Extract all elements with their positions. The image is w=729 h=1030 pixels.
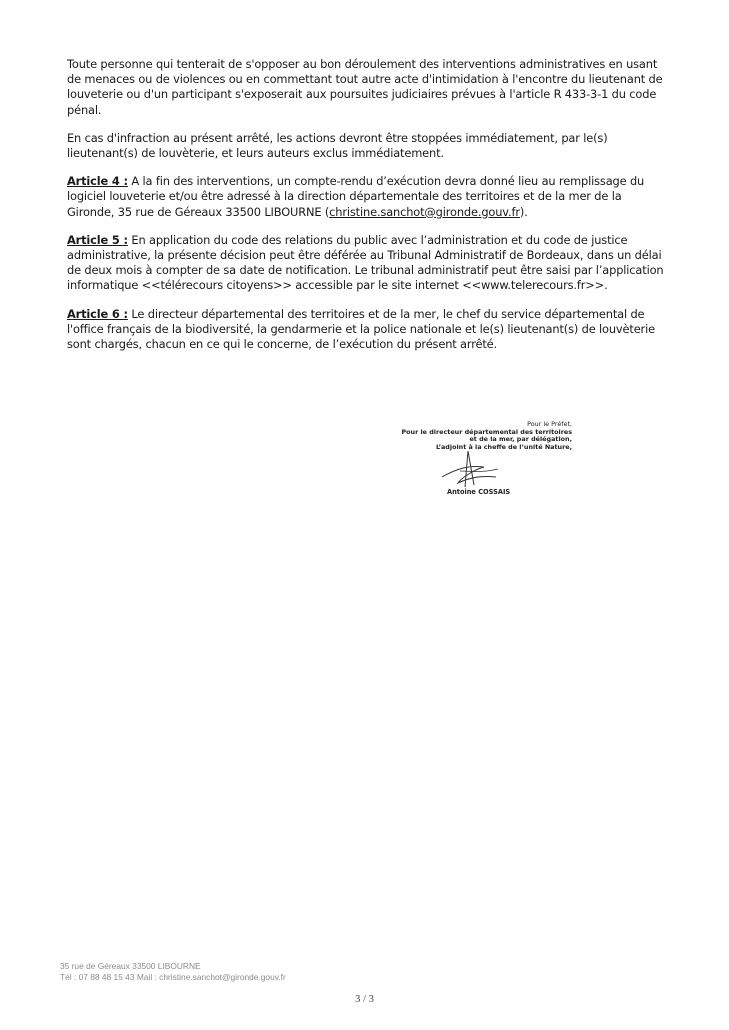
- article-5: [67, 233, 667, 294]
- article-5-label: Article 5 :: [67, 232, 128, 247]
- article-5-text: En application du code des relations du public avec l’administration et du code de justice administrative, la présente décision peut être déférée au Tribunal Administratif de Bordeaux, dans un délai de deux mois à compter de sa date de notification. Le tribunal administratif peut être saisi par l’application informatique <<télérecours citoyens>> accessible par le site internet <<www.telerecours.fr>>.: [67, 232, 664, 293]
- signature-line-prefet: Pour le Préfet,: [527, 420, 572, 428]
- article-4-text: A la fin des interventions, un compte-rendu d’exécution devra donné lieu au remplissage du logiciel louveterie et/ou être adressé à la direction départementale des territoires et de la mer de la Gironde, 35 rue de Géreaux 33500 LIBOURNE (: [67, 174, 645, 219]
- article-6-text: Le directeur départemental des territoires et de la mer, le chef du service départemental de l'office français de la biodiversité, la gendarmerie et la police nationale et le(s) lieutenant(s) de louvèterie sont chargés, chacun en ce qui le concerne, de l’exécution du présent arrêté.: [67, 306, 655, 352]
- footer: [60, 961, 286, 982]
- signature-line-delegation: et de la mer, par délégation,: [469, 435, 572, 444]
- article-4: [67, 174, 667, 220]
- paragraph-infraction: En cas d'infraction au présent arrêté, les actions devront être stoppées immédiatement, par le(s) lieutenant(s) de louvèterie, et leurs auteurs exclus immédiatement.: [67, 130, 608, 161]
- signature-line-adjoint: L’adjoint à la cheffe de l’unité Nature,: [435, 442, 572, 451]
- signature-line-director: Pour le directeur départemental des territoires: [401, 427, 572, 436]
- article-4-after: ).: [519, 204, 528, 219]
- handwritten-signature-icon: [438, 447, 508, 491]
- article-4-label: Article 4 :: [67, 174, 128, 189]
- footer-address: 35 rue de Géreaux 33500 LIBOURNE: [60, 961, 201, 971]
- paragraph-intimidation: Toute personne qui tenterait de s'opposer au bon déroulement des interventions administratives en usant de menaces ou de violences ou en commettant tout autre acte d'intimidation à l'encontre du lieutenant de louveterie ou d'un participant s'exposerait aux poursuites judiciaires prévues à l'article R 433-3-1 du code pénal.: [67, 57, 663, 117]
- document-body: [67, 57, 667, 365]
- page-number: 3 / 3: [355, 994, 374, 1005]
- email-link[interactable]: christine.sanchot@gironde.gouv.fr: [329, 204, 520, 219]
- article-6: [67, 307, 667, 353]
- footer-contact: Tél : 07 88 48 15 43 Mail : christine.sanchot@gironde.gouv.fr: [60, 971, 286, 982]
- article-6-label: Article 6 :: [67, 306, 128, 321]
- signer-name: Antoine COSSAIS: [447, 488, 511, 496]
